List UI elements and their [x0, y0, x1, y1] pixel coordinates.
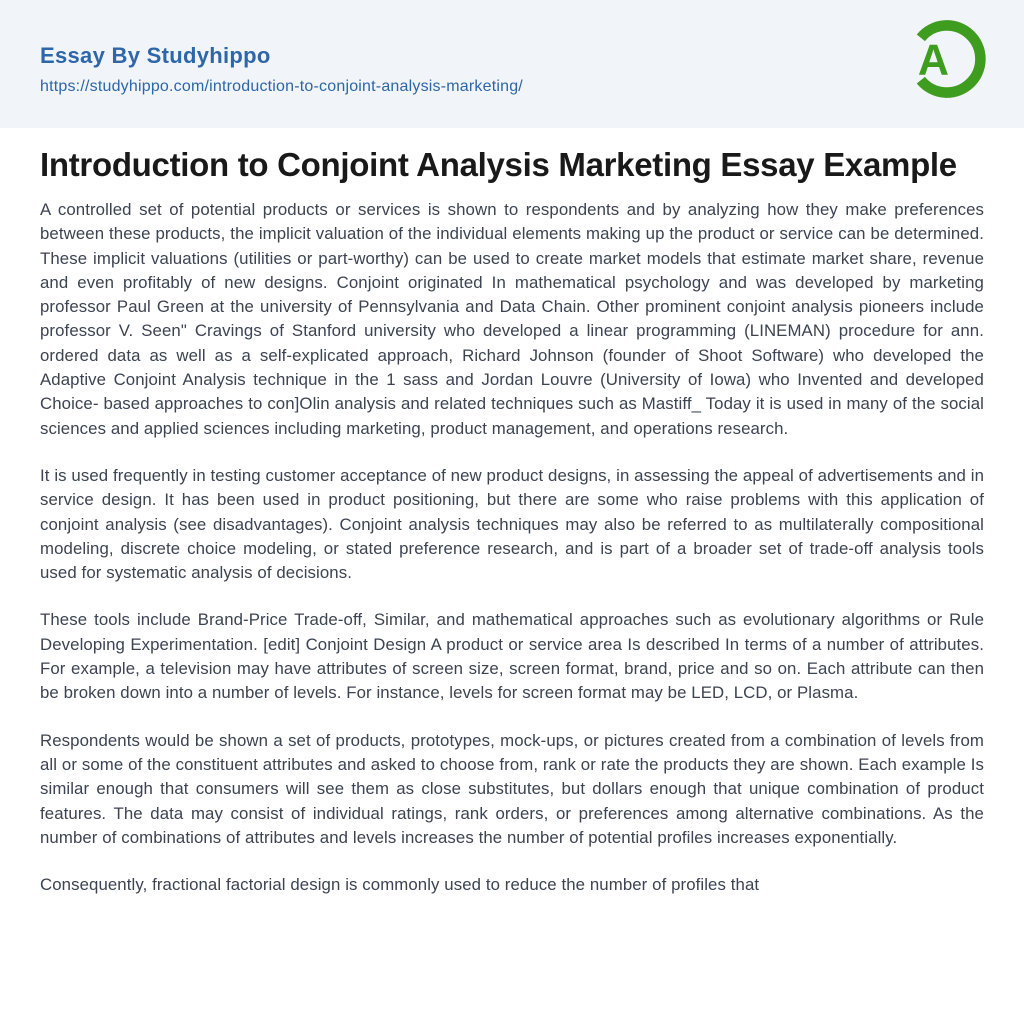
- essay-paragraph-3: These tools include Brand-Price Trade-off, Similar, and mathematical approaches such as evolutionary algorithms or Rule Developing Experimentation. [edit] Conjoint Design A product or service area Is described In terms of a number of attributes. For example, a television may have attributes of screen size, screen format, brand, price and so on. Each attribute can then be broken down into a number of levels. For instance, levels for screen format may be LED, LCD, or Plasma.: [40, 610, 984, 703]
- essay-paragraph-4: Respondents would be shown a set of products, prototypes, mock-ups, or pictures created from a combination of levels from all or some of the constituent attributes and asked to choose from, rank or rate the products they are shown. Each example Is similar enough that consumers will see them as close substitutes, but dollars enough that unique combination of product features. The data may consist of individual ratings, rank orders, or preferences among alternative combinations. As the number of combinations of attributes and levels increases the number of potential profiles increases exponentially.: [40, 730, 984, 847]
- studyhippo-logo-icon: [899, 13, 991, 105]
- article-url-link[interactable]: https://studyhippo.com/introduction-to-conjoint-analysis-marketing/: [40, 78, 523, 96]
- site-header: [0, 0, 1024, 128]
- page-title: Introduction to Conjoint Analysis Marketing Essay Example: [40, 146, 957, 183]
- essay-paragraph-1: A controlled set of potential products or services is shown to respondents and by analyzing how they make preferences between these products, the implicit valuation of the individual elements making up the product or service can be determined. These implicit valuations (utilities or part-worthy) can be used to create market models that estimate market share, revenue and even profitably of new designs. Conjoint originated In mathematical psychology and was developed by marketing professor Paul Green at the university of Pennsylvania and Data Chain. Other prominent conjoint analysis pioneers include professor V. Seen" Cravings of Stanford university who developed a linear programming (LINEMAN) procedure for ann. ordered data as well as a self-explicated approach, Richard Johnson (founder of Shoot Software) who developed the Adaptive Conjoint Analysis technique in the 1 sass and Jordan Louvre (University of Iowa) who Invented and developed Choice- based approaches to con]Olin analysis and related techniques such as Mastiff_ Today it is used in many of the social sciences and applied sciences including marketing, product management, and operations research.: [40, 200, 984, 438]
- logo-letter: A: [917, 36, 950, 85]
- site-title: Essay By Studyhippo: [40, 43, 271, 68]
- essay-paragraph-2: It is used frequently in testing customer acceptance of new product designs, in assessing the appeal of advertisements and in service design. It has been used in product positioning, but there are some who raise problems with this application of conjoint analysis (see disadvantages). Conjoint analysis techniques may also be referred to as multilaterally compositional modeling, discrete choice modeling, or stated preference research, and is part of a broader set of trade-off analysis tools used for systematic analysis of decisions.: [40, 465, 984, 583]
- essay-content: [0, 128, 1024, 937]
- essay-paragraph-5: Consequently, fractional factorial design is commonly used to reduce the number of profiles that: [40, 875, 760, 895]
- header-text-block: [40, 44, 984, 96]
